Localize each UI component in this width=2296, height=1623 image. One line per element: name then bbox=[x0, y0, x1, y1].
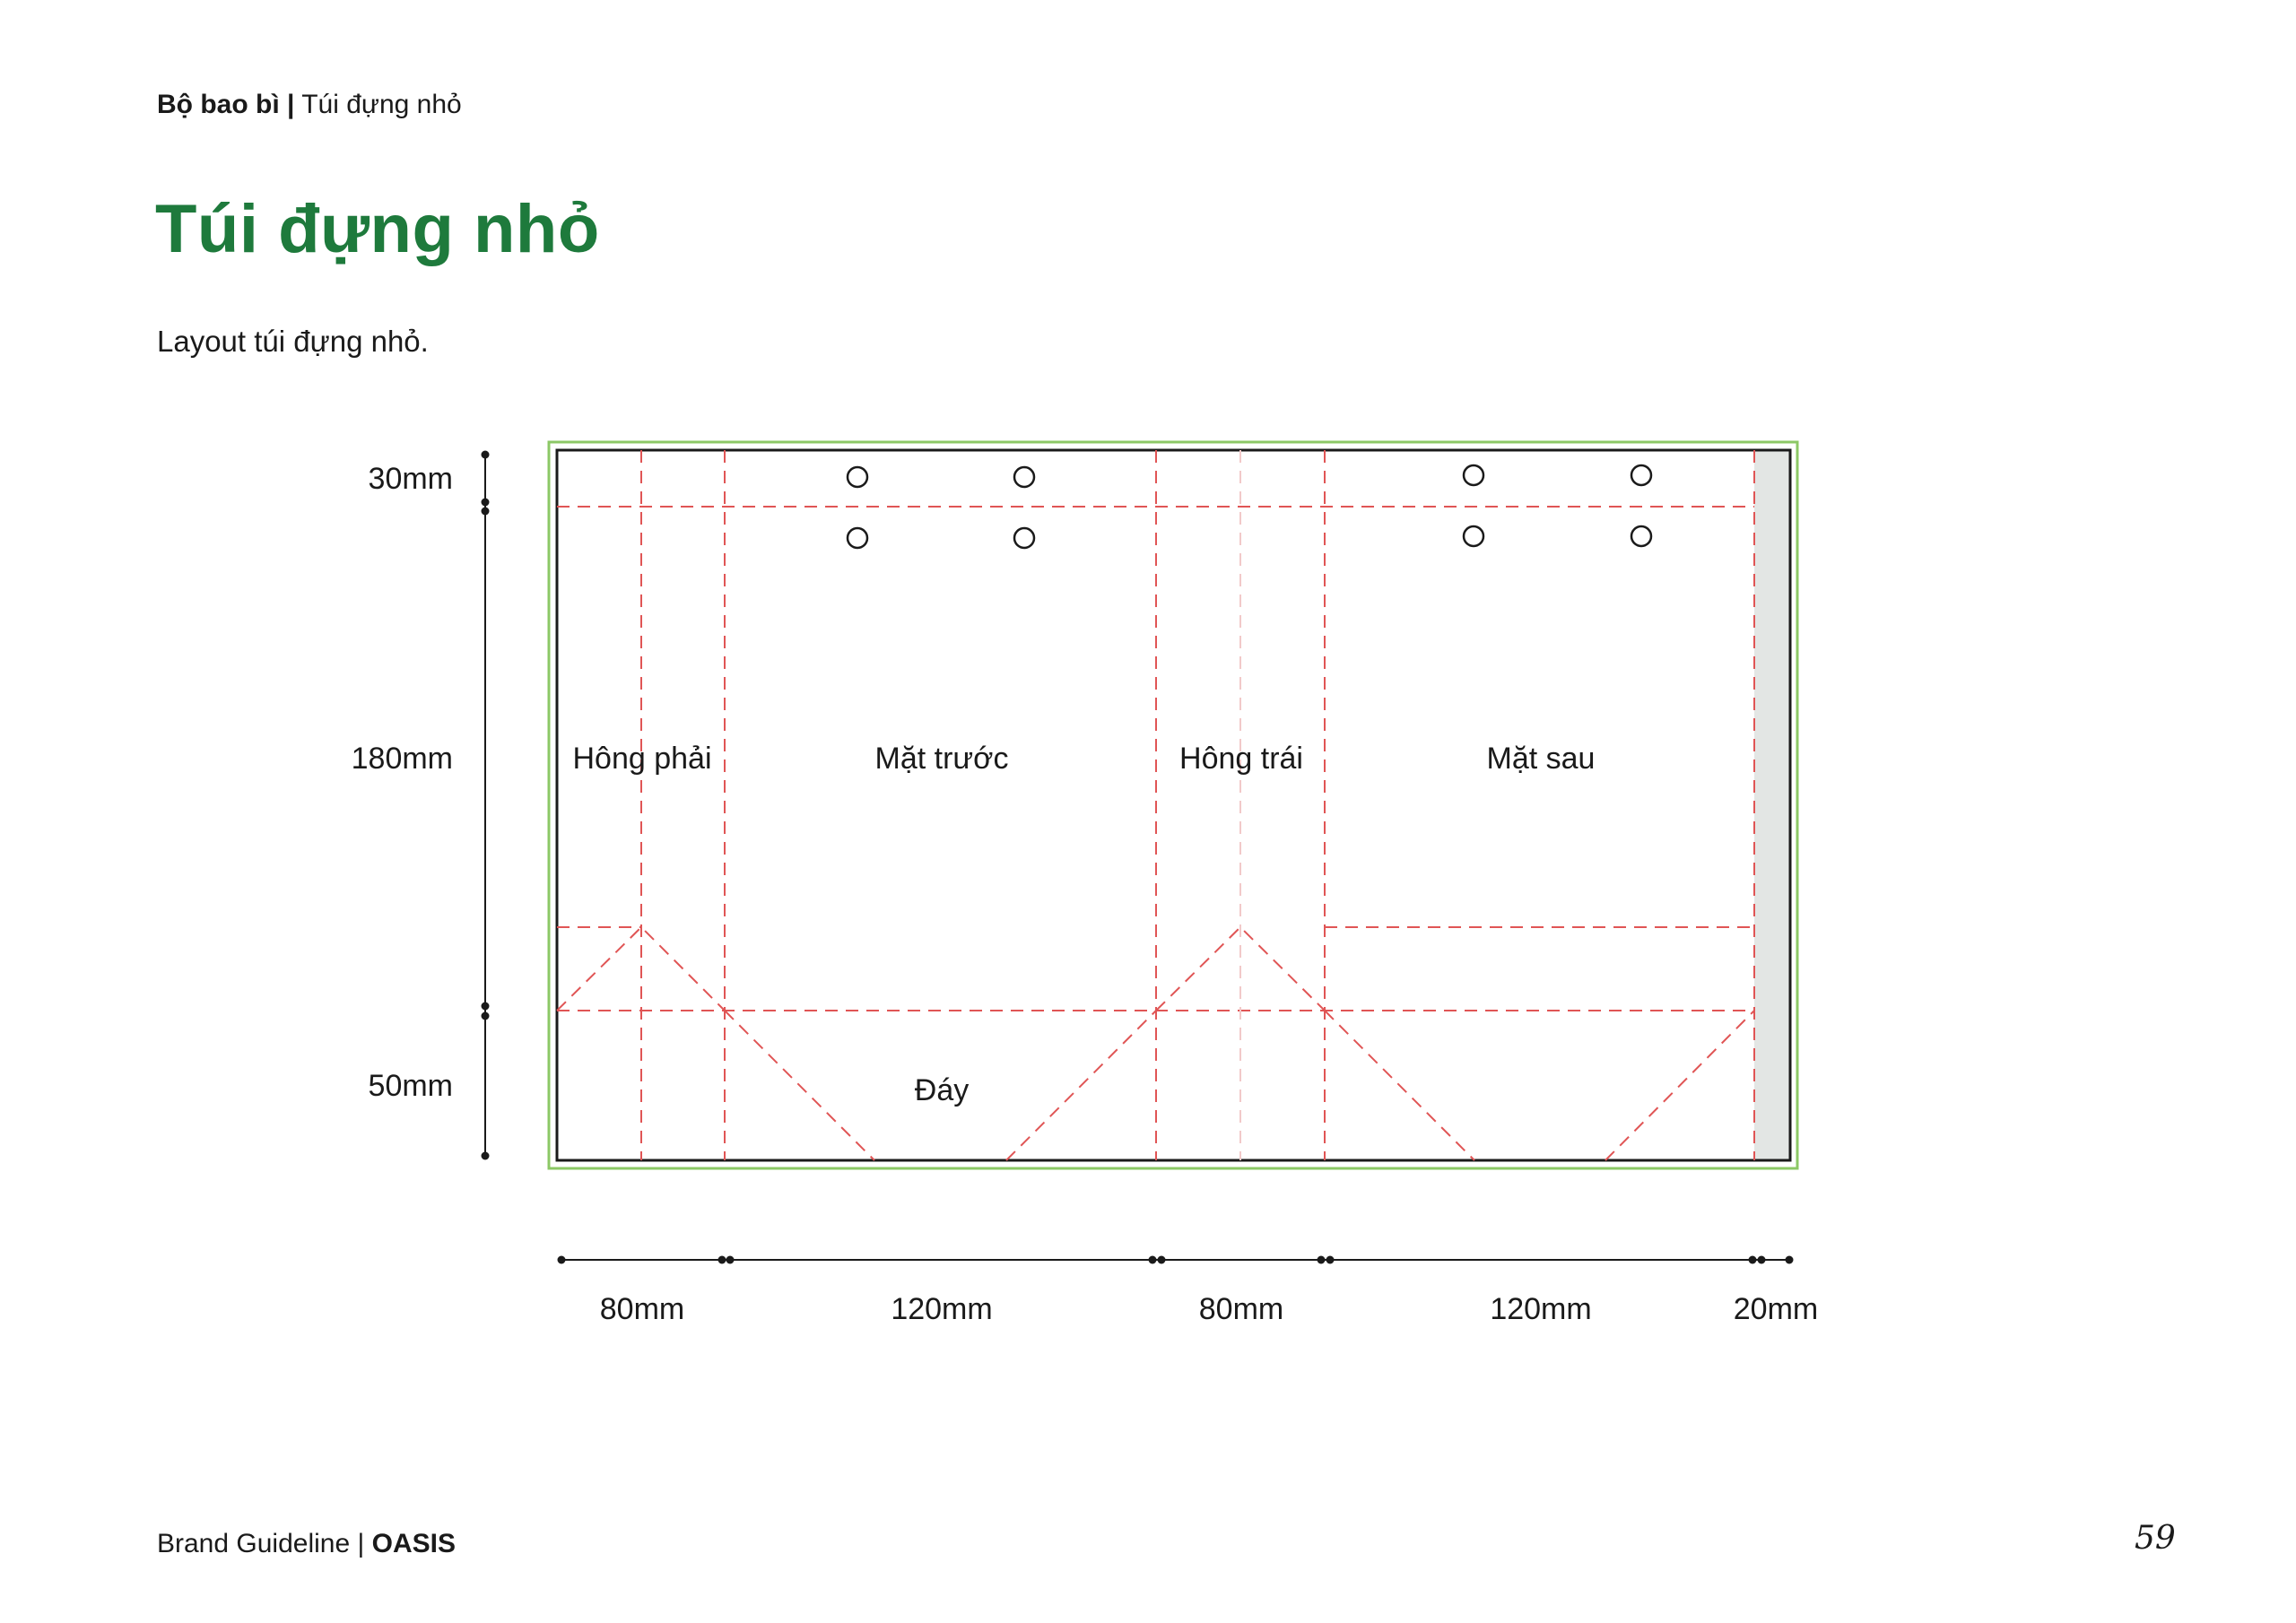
page-subtitle: Layout túi đựng nhỏ. bbox=[157, 325, 429, 358]
panel-label-front: Mặt trước bbox=[874, 742, 1009, 776]
handle-hole bbox=[848, 528, 867, 548]
handle-hole bbox=[1464, 465, 1483, 485]
page-title: Túi đựng nhỏ bbox=[155, 191, 600, 267]
bottom-fold bbox=[1325, 1011, 1474, 1160]
footer-brand bbox=[157, 1529, 456, 1559]
handle-hole bbox=[1464, 526, 1483, 546]
dimension-label-glue-flap: 20mm bbox=[1733, 1292, 1819, 1326]
dimension-label-bottom: 50mm bbox=[368, 1069, 453, 1103]
trim-outline bbox=[549, 442, 1797, 1168]
handle-hole bbox=[848, 467, 867, 487]
bottom-fold bbox=[1605, 1011, 1754, 1160]
panel-label-right-gusset: Hông phải bbox=[572, 742, 712, 776]
glue-flap bbox=[1754, 450, 1790, 1160]
dimension-label-body: 180mm bbox=[351, 742, 453, 776]
vertical-dimension bbox=[352, 451, 490, 1160]
panel-label-left-gusset: Hông trái bbox=[1179, 742, 1303, 776]
cut-outline bbox=[557, 450, 1790, 1160]
handle-hole bbox=[1631, 526, 1651, 546]
breadcrumb-page: Túi đựng nhỏ bbox=[301, 90, 462, 119]
horizontal-dimension bbox=[558, 1256, 1819, 1327]
bottom-fold bbox=[725, 1011, 874, 1160]
footer-brand-name: OASIS bbox=[371, 1529, 456, 1558]
footer-brand-label: Brand Guideline | bbox=[157, 1529, 365, 1558]
panel-label-back: Mặt sau bbox=[1486, 742, 1596, 776]
dimension-label-top: 30mm bbox=[368, 462, 453, 496]
bottom-fold bbox=[1006, 1011, 1156, 1160]
fold-lines bbox=[557, 450, 1754, 1160]
handle-hole bbox=[1631, 465, 1651, 485]
dimension-label-back: 120mm bbox=[1490, 1292, 1592, 1326]
dimension-label-left-gusset: 80mm bbox=[1198, 1292, 1284, 1326]
panel-label-bottom: Đáy bbox=[914, 1073, 970, 1107]
breadcrumb-section: Bộ bao bì | bbox=[157, 90, 295, 119]
handle-hole bbox=[1014, 467, 1034, 487]
handle-hole bbox=[1014, 528, 1034, 548]
dimension-label-right-gusset: 80mm bbox=[599, 1292, 685, 1326]
dimension-label-front: 120mm bbox=[891, 1292, 993, 1326]
page-number: 59 bbox=[2135, 1520, 2176, 1557]
